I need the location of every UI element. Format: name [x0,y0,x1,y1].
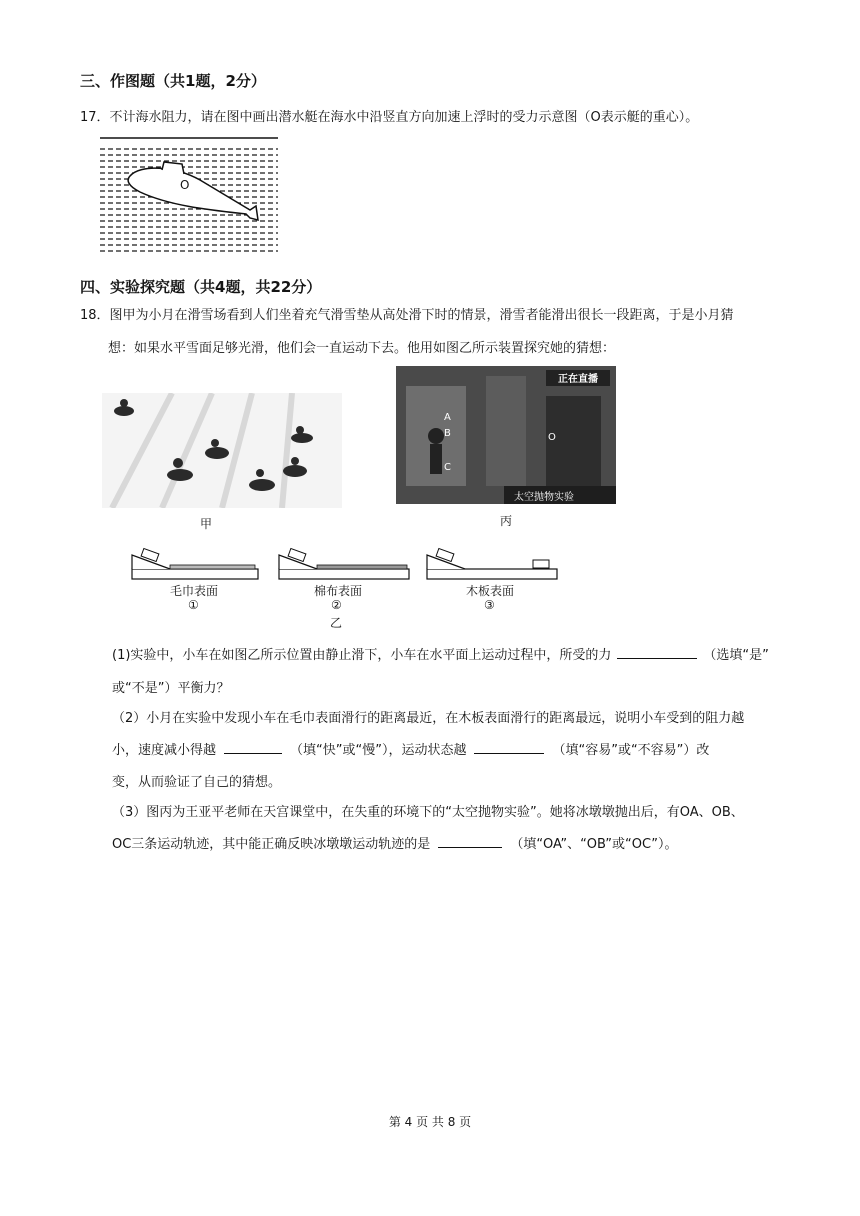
subquestion-1-text-b: （选填“是” [703,648,769,663]
page-footer: 第 4 页 共 8 页 [388,1115,472,1129]
answer-blank-2[interactable] [224,741,282,754]
submarine-figure [100,134,280,254]
figure-bing-caption: 丙 [500,514,513,528]
subquestion-2-line1: （2）小月在实验中发现小车在毛巾表面滑行的距离最近，在木板表面滑行的距离最远，说明小车受到的阻力越 [112,711,745,726]
subquestion-1-line1 [112,644,769,663]
answer-blank-3[interactable] [474,741,544,754]
subquestion-3-text-b2: （填“OA”、“OB”或“OC”）。 [510,837,678,852]
subquestion-3-line1: （3）图丙为王亚平老师在天宫课堂中，在失重的环境下的“太空抛物实验”。她将冰墩墩抛出后，有OA、OB、 [112,805,744,820]
surface-number-2: ② [331,598,342,612]
surface-label-cotton: 棉布表面 [314,584,363,598]
question-18-line1: 18．图甲为小月在滑雪场看到人们坐着充气滑雪垫从高处滑下时的情景，滑雪者能滑出很长一段距离，于是小月猜 [80,308,734,323]
trajectory-letter-b: B [444,428,451,439]
ski-slope-image [102,393,342,508]
subquestion-3-text-b1: OC三条运动轨迹，其中能正确反映冰墩墩运动轨迹的是 [112,837,431,852]
live-badge: 正在直播 [558,374,598,385]
surface-label-towel: 毛巾表面 [170,584,219,598]
subquestion-2-text-b2: （填“快”或“慢”），运动状态越 [290,743,467,758]
question-17-text: 17．不计海水阻力，请在图中画出潜水艇在海水中沿竖直方向加速上浮时的受力示意图（O表示艇的重心）。 [80,110,699,125]
center-of-gravity-label: O [180,178,190,192]
subquestion-2-line2 [112,739,709,758]
subquestion-2-line3: 变，从而验证了自己的猜想。 [112,775,282,790]
surface-number-3: ③ [484,598,495,612]
surface-number-1: ① [188,598,199,612]
subquestion-1-line2: 或“不是”）平衡力？ [112,681,230,696]
trajectory-letter-a: A [444,412,451,423]
question-18-line2: 想：如果水平雪面足够光滑，他们会一直运动下去。他用如图乙所示装置探究她的猜想： [108,341,616,356]
ramp-wood [425,545,560,581]
section-heading-4: 四、实验探究题（共4题，共22分） [80,278,322,296]
subquestion-1-text-a: (1)实验中，小车在如图乙所示位置由静止滑下，小车在水平面上运动过程中，所受的力 [112,648,612,663]
answer-blank-4[interactable] [438,835,502,848]
figure-jia-caption: 甲 [200,517,213,531]
subquestion-3-line2 [112,833,678,852]
ramp-towel [130,545,260,581]
answer-blank-1[interactable] [617,646,697,659]
section-heading-3: 三、作图题（共1题，2分） [80,72,266,90]
subquestion-2-text-b3: （填“容易”或“不容易”）改 [552,743,710,758]
figure-yi-caption: 乙 [330,616,343,630]
space-experiment-banner: 太空抛物实验 [514,492,574,503]
surface-label-wood: 木板表面 [466,584,515,598]
trajectory-letter-o: O [548,432,556,443]
subquestion-2-text-b1: 小，速度减小得越 [112,743,217,758]
trajectory-letter-c: C [444,462,451,473]
ramp-cotton [277,545,412,581]
space-class-photo [396,366,616,504]
